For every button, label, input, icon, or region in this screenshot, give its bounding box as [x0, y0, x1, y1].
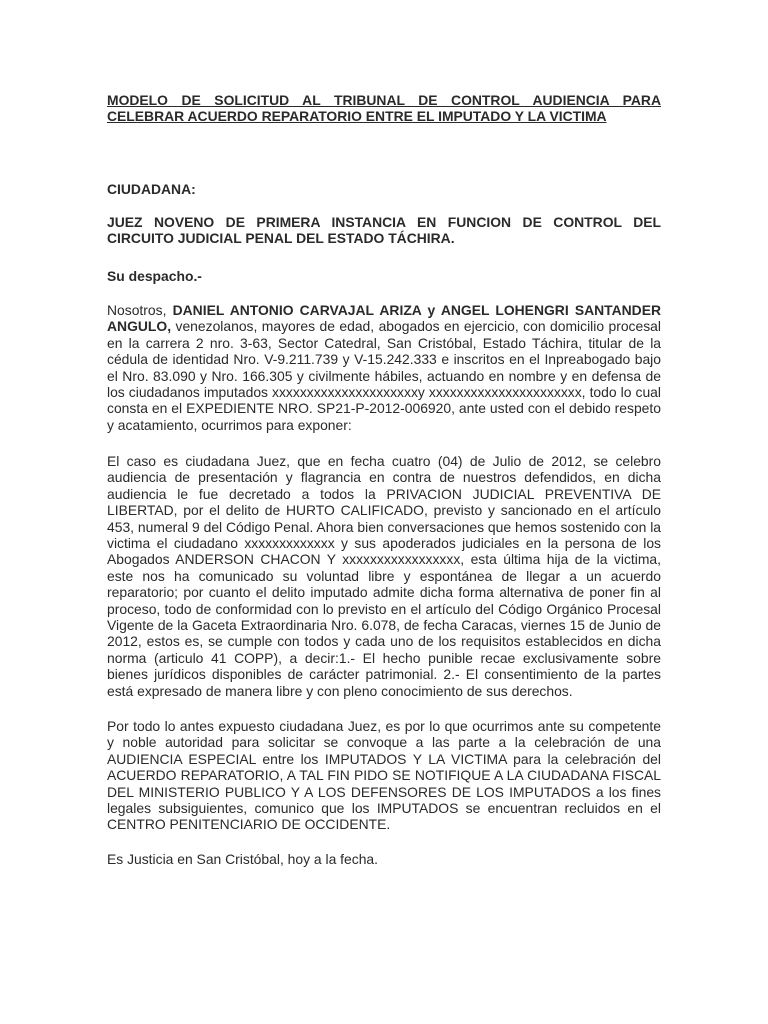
- paragraph-facts: El caso es ciudadana Juez, que en fecha cuatro (04) de Julio de 2012, se celebro audiencia de presentación y flagrancia en contra de nuestros defendidos, en dicha audiencia le fue decretado a todos la PRIVACION JUDICIAL PREVENTIVA DE LIBERTAD, por el delito de HURTO CALIFICADO, previsto y sancionado en el artículo 453, numeral 9 del Código Penal. Ahora bien conversaciones que hemos sostenido con la victima el ciudadano xxxxxxxxxxxxx y sus apoderados judiciales en la persona de los Abogados ANDERSON CHACON Y xxxxxxxxxxxxxxxxx, esta última hija de la victima, este nos ha comunicado su voluntad libre y espontánea de llegar a un acuerdo reparatorio; por cuanto el delito imputado admite dicha forma alternativa de poner fin al proceso, todo de conformidad con lo previsto en el artículo del Código Orgánico Procesal Vigente de la Gaceta Extraordinaria Nro. 6.078, de fecha Caracas, viernes 15 de Junio de 2012, estos es, se cumple con todos y cada uno de los requisitos establecidos en dicha norma (articulo 41 COPP), a decir:1.- El hecho punible recae exclusivamente sobre bienes jurídicos disponibles de carácter patrimonial. 2.- El consentimiento de la partes está expresado de manera libre y con pleno conocimiento de sus derechos.: [107, 453, 661, 699]
- paragraph-introduction-lead: Nosotros,: [107, 302, 173, 318]
- closing-line: Es Justicia en San Cristóbal, hoy a la fecha.: [107, 851, 379, 867]
- paragraph-introduction: [107, 302, 661, 433]
- document-title: MODELO DE SOLICITUD AL TRIBUNAL DE CONTROL AUDIENCIA PARA CELEBRAR ACUERDO REPARATORIO ENTRE EL IMPUTADO Y LA VICTIMA: [107, 92, 661, 125]
- addressee-court: JUEZ NOVENO DE PRIMERA INSTANCIA EN FUNCION DE CONTROL DEL CIRCUITO JUDICIAL PENAL DEL ESTADO TÁCHIRA.: [107, 214, 661, 247]
- paragraph-request: Por todo lo antes expuesto ciudadana Juez, es por lo que ocurrimos ante su competente y noble autoridad para solicitar se convoque a las parte a la celebración de una AUDIENCIA ESPECIAL entre los IMPUTADOS Y LA VICTIMA para la celebración del ACUERDO REPARATORIO, A TAL FIN PIDO SE NOTIFIQUE A LA CIUDADANA FISCAL DEL MINISTERIO PUBLICO Y A LOS DEFENSORES DE LOS IMPUTADOS a los fines legales subsiguientes, comunico que los IMPUTADOS se encuentran recluidos en el CENTRO PENITENCIARIO DE OCCIDENTE.: [107, 718, 661, 833]
- attorney-names: DANIEL ANTONIO CARVAJAL ARIZA y ANGEL LOHENGRI SANTANDER ANGULO,: [107, 302, 661, 335]
- addressee-label: CIUDADANA:: [107, 181, 196, 197]
- paragraph-introduction-body: venezolanos, mayores de edad, abogados en ejercicio, con domicilio procesal en la carrera 2 nro. 3-63, Sector Catedral, San Cristóbal, Estado Táchira, titular de la cédula de identidad Nro. V-9.211.739 y V-15.242.333 e inscritos en el Inpreabogado bajo el Nro. 83.090 y Nro. 166.305 y civilmente hábiles, actuando en nombre y en defensa de los ciudadanos imputados xxxxxxxxxxxxxxxxxxxxxy xxxxxxxxxxxxxxxxxxxxxx, todo lo cual consta en el EXPEDIENTE NRO. SP21-P-2012-006920, ante usted con el debido respeto y acatamiento, ocurrimos para exponer:: [107, 318, 661, 433]
- salutation: Su despacho.-: [107, 268, 202, 284]
